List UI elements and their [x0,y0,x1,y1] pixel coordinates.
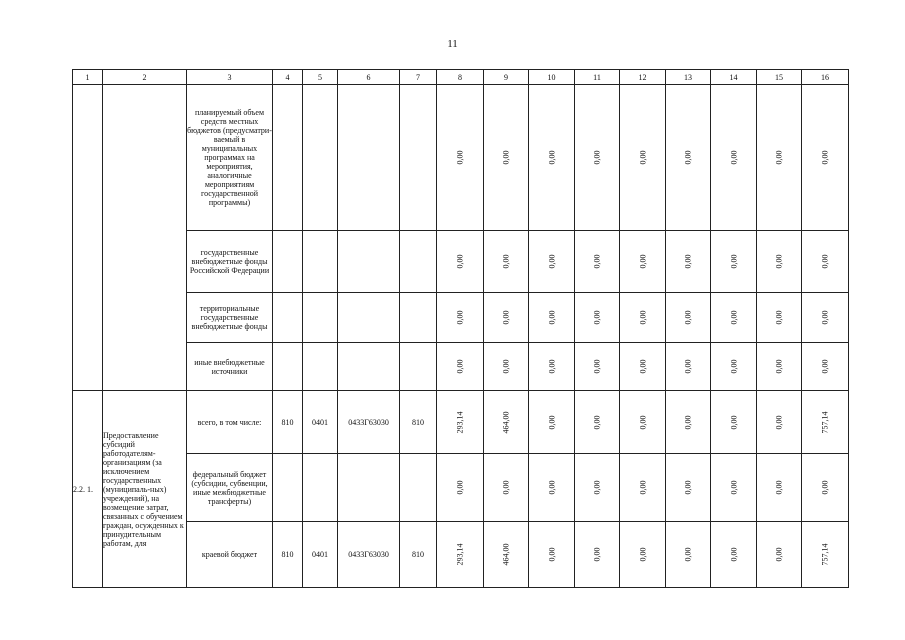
cell-code-section [303,293,338,343]
cell-value [437,85,484,231]
table-row [73,343,849,391]
cell-value [711,85,757,231]
cell-value [529,391,575,454]
cell-code-section [303,343,338,391]
value-text: 0,00 [729,547,738,562]
header-cell: 12 [620,70,666,85]
value-text: 0,00 [729,359,738,374]
value-text: 0,00 [774,254,784,269]
value-text: 0,00 [683,310,693,325]
cell-value [484,391,529,454]
cell-value [802,391,849,454]
value-text: 0,00 [729,415,738,429]
cell-source: федеральный бюджет (субсидии, субвенции, иные межбюджетные трансферты) [187,454,273,522]
cell-value [666,343,711,391]
value-text: 0,00 [592,310,602,325]
value-text: 0,00 [774,480,784,495]
value-text: 0,00 [638,310,647,325]
value-text: 0,00 [501,480,511,495]
table-row [73,391,849,454]
cell-value [757,293,802,343]
table-row [73,231,849,293]
value-text: 0,00 [455,359,465,374]
value-text: 0,00 [820,150,830,165]
value-text: 0,00 [455,254,465,269]
value-text: 0,00 [638,359,647,374]
cell-value [711,293,757,343]
cell-value [711,522,757,588]
cell-value [529,454,575,522]
header-cell: 8 [437,70,484,85]
value-text: 0,00 [547,480,556,495]
value-text: 0,00 [774,359,784,374]
value-text: 0,00 [455,310,465,325]
header-cell: 4 [273,70,303,85]
cell-value [437,391,484,454]
cell-code-target: 0433Г63030 [338,522,400,588]
header-cell: 11 [575,70,620,85]
cell-code-type: 810 [400,522,437,588]
value-text: 0,00 [683,480,693,495]
cell-value [575,522,620,588]
header-cell: 10 [529,70,575,85]
cell-code-grbs [273,454,303,522]
cell-value [666,85,711,231]
cell-code-target [338,231,400,293]
cell-value [437,231,484,293]
cell-value [666,391,711,454]
value-text: 0,00 [683,150,693,165]
page-number: 11 [447,38,458,50]
cell-value [575,85,620,231]
cell-value [666,293,711,343]
cell-value [757,522,802,588]
value-text: 0,00 [501,150,511,165]
value-text: 0,00 [455,480,465,495]
value-text: 0,00 [729,150,738,165]
cell-value [802,85,849,231]
value-text: 0,00 [592,547,602,562]
cell-code-section: 0401 [303,391,338,454]
value-text: 0,00 [592,480,602,495]
value-text: 0,00 [774,150,784,165]
cell-value [802,343,849,391]
cell-code-grbs: 810 [273,522,303,588]
cell-code-section [303,454,338,522]
cell-value [484,454,529,522]
cell-code-grbs [273,85,303,231]
cell-code-target [338,343,400,391]
cell-value [620,391,666,454]
cell-item-number: 2.2. 1. [73,391,103,588]
value-text: 0,00 [638,480,647,495]
value-text: 0,00 [683,415,693,429]
cell-code-section [303,85,338,231]
cell-code-type [400,343,437,391]
cell-source: государственные внебюджетные фонды Российской Федерации [187,231,273,293]
value-text: 0,00 [547,415,556,429]
cell-value [802,293,849,343]
cell-code-grbs: 810 [273,391,303,454]
cell-code-grbs [273,293,303,343]
cell-value [802,454,849,522]
header-cell: 6 [338,70,400,85]
cell-value [484,522,529,588]
value-text: 0,00 [729,480,738,495]
value-text: 0,00 [547,254,556,269]
value-text: 293,14 [455,543,465,566]
cell-source: всего, в том числе: [187,391,273,454]
header-cell: 15 [757,70,802,85]
cell-value [711,454,757,522]
header-cell: 13 [666,70,711,85]
budget-table [72,69,849,588]
value-text: 0,00 [638,254,647,269]
cell-value [437,454,484,522]
cell-value [529,522,575,588]
value-text: 0,00 [547,310,556,325]
value-text: 0,00 [592,254,602,269]
value-text: 464,00 [501,411,511,433]
cell-value [666,231,711,293]
cell-code-type [400,293,437,343]
header-cell: 5 [303,70,338,85]
value-text: 757,14 [820,543,830,566]
cell-code-section: 0401 [303,522,338,588]
cell-name-empty [103,85,187,391]
cell-value [437,343,484,391]
cell-source: территориальные государственные внебюджетные фонды [187,293,273,343]
cell-code-grbs [273,343,303,391]
cell-value [711,391,757,454]
cell-code-type [400,231,437,293]
cell-value [575,343,620,391]
cell-source: краевой бюджет [187,522,273,588]
value-text: 0,00 [547,150,556,165]
cell-value [620,293,666,343]
cell-value [529,231,575,293]
value-text: 464,00 [501,543,511,566]
value-text: 0,00 [501,254,511,269]
header-cell: 16 [802,70,849,85]
header-cell: 3 [187,70,273,85]
cell-value [620,343,666,391]
cell-value [666,522,711,588]
cell-code-target: 0433Г63030 [338,391,400,454]
value-text: 0,00 [820,480,830,495]
cell-value [757,343,802,391]
value-text: 0,00 [820,359,830,374]
cell-value [802,522,849,588]
cell-code-type [400,85,437,231]
value-text: 0,00 [592,150,602,165]
value-text: 0,00 [501,310,511,325]
value-text: 0,00 [455,150,465,165]
cell-value [757,454,802,522]
cell-code-target [338,293,400,343]
cell-code-target [338,85,400,231]
cell-code-type [400,454,437,522]
cell-value [620,85,666,231]
value-text: 0,00 [547,547,556,562]
cell-source: планируемый объем средств местных бюджетов (предусматри-ваемый в муниципальных программах на мероприятия, аналогичные мероприятиям государственной программы) [187,85,273,231]
cell-value [757,231,802,293]
cell-code-target [338,454,400,522]
value-text: 0,00 [592,415,602,429]
cell-value [575,391,620,454]
cell-value [437,522,484,588]
table-row [73,454,849,522]
cell-value [802,231,849,293]
value-text: 0,00 [638,150,647,165]
header-cell: 14 [711,70,757,85]
value-text: 0,00 [683,359,693,374]
cell-source: иные внебюджетные источники [187,343,273,391]
cell-value [484,231,529,293]
cell-item-name: Предоставление субсидий работодателям-организациям (за исключением государственных (муниципаль-ных) учреждений), на возмещение затрат, связанных с обучением граждан, осужденных к принудительным работам, для [103,391,187,588]
value-text: 0,00 [774,310,784,325]
value-text: 0,00 [683,547,693,562]
value-text: 0,00 [547,359,556,374]
value-text: 0,00 [683,254,693,269]
value-text: 0,00 [774,547,784,562]
table-row [73,85,849,231]
cell-value [529,343,575,391]
value-text: 0,00 [729,310,738,325]
value-text: 0,00 [592,359,602,374]
value-text: 0,00 [774,415,784,429]
cell-number-empty [73,85,103,391]
value-text: 293,14 [455,411,465,433]
header-row [73,70,849,85]
value-text: 757,14 [820,411,830,433]
cell-value [575,293,620,343]
cell-code-section [303,231,338,293]
cell-value [484,343,529,391]
cell-value [620,231,666,293]
cell-value [711,343,757,391]
cell-code-type: 810 [400,391,437,454]
value-text: 0,00 [501,359,511,374]
cell-value [484,293,529,343]
cell-value [666,454,711,522]
cell-value [484,85,529,231]
cell-value [620,454,666,522]
value-text: 0,00 [638,547,647,562]
cell-value [757,85,802,231]
cell-value [575,231,620,293]
value-text: 0,00 [820,254,830,269]
header-cell: 1 [73,70,103,85]
cell-value [757,391,802,454]
header-cell: 7 [400,70,437,85]
cell-value [437,293,484,343]
value-text: 0,00 [638,415,647,429]
cell-value [711,231,757,293]
cell-value [529,293,575,343]
cell-code-grbs [273,231,303,293]
value-text: 0,00 [729,254,738,269]
cell-value [620,522,666,588]
value-text: 0,00 [820,310,830,325]
cell-value [529,85,575,231]
table-row [73,293,849,343]
cell-value [575,454,620,522]
header-cell: 9 [484,70,529,85]
table-row [73,522,849,588]
header-cell: 2 [103,70,187,85]
